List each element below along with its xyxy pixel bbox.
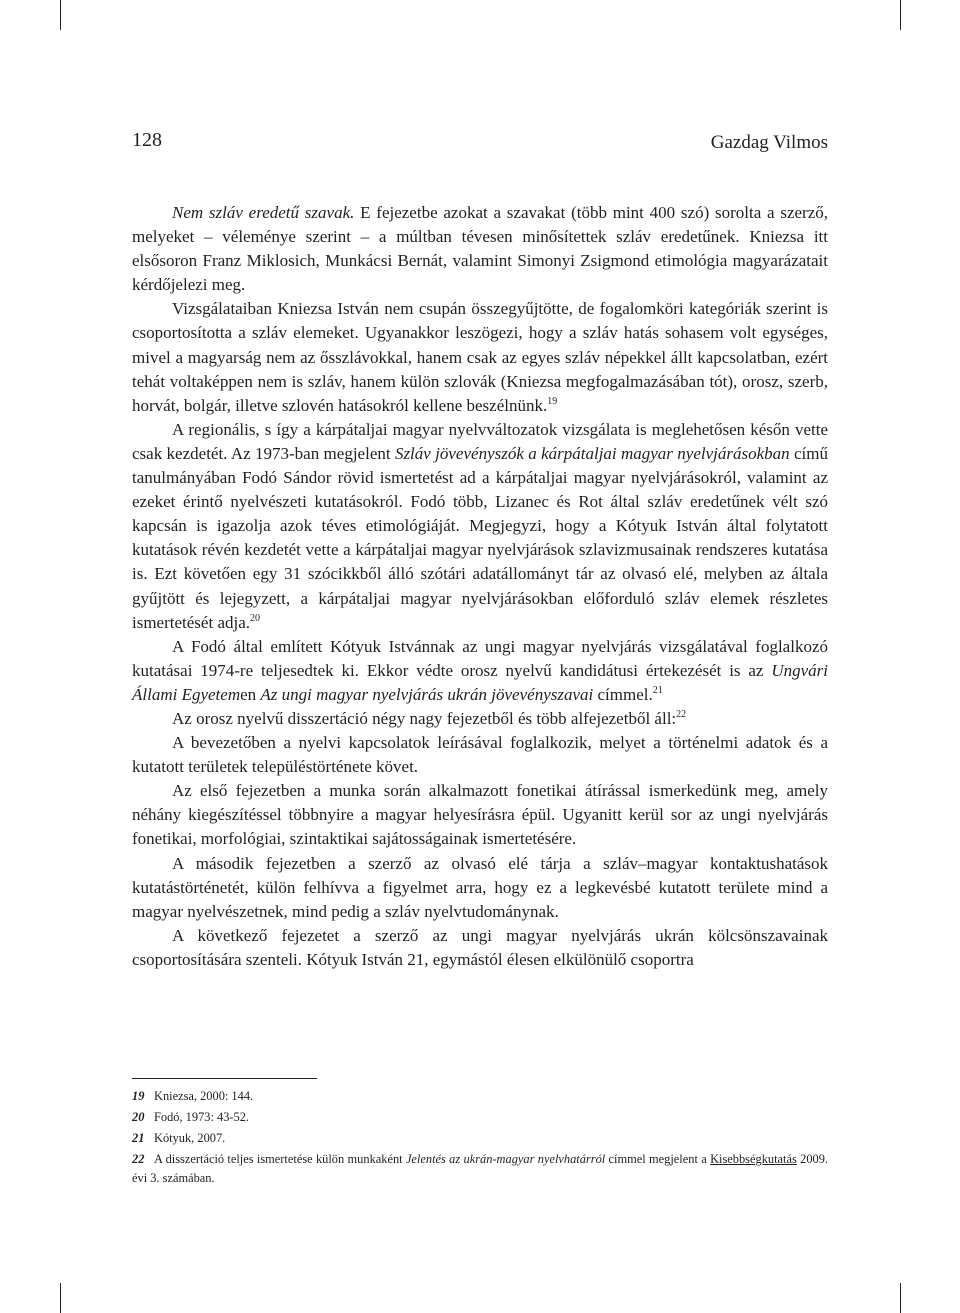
cited-title: Szláv jövevényszók a kárpátaljai magyar nyelvjárásokban bbox=[394, 443, 790, 463]
footnote-number: 19 bbox=[132, 1089, 145, 1103]
paragraph: A következő fejezetet a szerző az ungi magyar nyelvjárás ukrán kölcsönszavainak csoportosítására szenteli. Kótyuk István 21, egymástól élesen elkülönülő csoportra bbox=[132, 925, 828, 969]
section-lead: Nem szláv eredetű szavak. bbox=[172, 203, 355, 222]
footnotes bbox=[132, 1087, 828, 1188]
paragraph: A bevezetőben a nyelvi kapcsolatok leírásával foglalkozik, melyet a történelmi adatok és a kutatott területek településtörténete követ. bbox=[132, 733, 828, 777]
paragraph: Az első fejezetben a munka során alkalmazott fonetikai átírással ismerkedünk meg, amely néhány kiegészítéssel többnyire a magyar helyesírásra épül. Ugyanitt kerül sor az ungi nyelvjárás fonetikai, morfológiai, szintaktikai sajátosságainak ismertetésére. bbox=[132, 781, 828, 849]
paragraph: Az orosz nyelvű disszertáció négy nagy fejezetből és több alfejezetből áll:$^{22}$ bbox=[172, 708, 687, 728]
footnote-ref: 20 bbox=[250, 612, 261, 624]
paragraph: Vizsgálataiban Kniezsa István nem csupán összegyűjtötte, de fogalomköri kategóriák szerint is csoportosította a szláv elemeket. Ugyanakkor leszögezi, hogy a szláv hatás sohasem volt egységes, mivel a magyarság nem az ősszlávokkal, hanem csak az egyes szláv népekkel állt kapcsolatban, ezért tehát voltaképpen nem is szláv, hanem külön szlovák (Kniezsa megfogalmazásában tót), orosz, szerb, horvát, bolgár, illetve szlovén hatásokról kellene beszélnünk.$^{19}$ bbox=[132, 299, 828, 415]
footnote-ref: 21 bbox=[652, 684, 663, 696]
footnote: 21 Kótyuk, 2007. bbox=[132, 1129, 828, 1148]
footnote-separator bbox=[132, 1078, 317, 1079]
cited-title: Az ungi magyar nyelvjárás ukrán jövevényszavai bbox=[260, 684, 594, 704]
crop-mark bbox=[900, 0, 901, 30]
footnote: 22 A disszertáció teljes ismertetése külön munkaként Jelentés az ukrán-magyar nyelvhatárról címmel megjelent a Kisebbségkutatás 2009. évi 3. számában. bbox=[132, 1152, 829, 1185]
running-head-author: Gazdag Vilmos bbox=[710, 132, 828, 153]
body-text bbox=[132, 201, 828, 972]
paragraph: A Fodó által említett Kótyuk Istvánnak az ungi magyar nyelvjárás vizsgálatával foglalkozó kutatásai 1974-re teljesedtek ki. Ekkor védte orosz nyelvű kandidátusi értekezését is az Ungvári Állami Egyetemen Az ungi magyar nyelvjárás ukrán jövevényszavai címmel.$^{21}$ bbox=[132, 636, 828, 704]
page-number: 128 bbox=[132, 129, 162, 151]
footnote-ref: 22 bbox=[676, 708, 687, 720]
footnote-number: 20 bbox=[132, 1110, 145, 1124]
crop-mark bbox=[60, 1283, 61, 1313]
journal-name: Kisebbségkutatás bbox=[710, 1152, 797, 1166]
footnote: 19 Kniezsa, 2000: 144. bbox=[132, 1087, 828, 1106]
paragraph: Nem szláv eredetű szavak. E fejezetbe azokat a szavakat (több mint 400 szó) sorolta a szerző, melyeket – véleménye szerint – a múltban tévesen minősítettek szláv eredetűnek. Kniezsa itt elsősoron Franz Miklosich, Munkácsi Bernát, valamint Simonyi Zsigmond etimológia magyarázatait kérdőjelezi meg. bbox=[132, 203, 829, 295]
footnote: 20 Fodó, 1973: 43-52. bbox=[132, 1108, 828, 1127]
institution-name: Ungvári Állami Egyetem bbox=[132, 660, 828, 704]
running-head bbox=[132, 129, 828, 159]
paragraph: A második fejezetben a szerző az olvasó elé tárja a szláv–magyar kontaktushatások kutatástörténetét, külön felhívva a figyelmet arra, hogy ez a legkevésbé kutatott területe mind a magyar nyelvészetnek, mind pedig a szláv nyelvtudománynak. bbox=[132, 853, 828, 921]
paragraph: A regionális, s így a kárpátaljai magyar nyelvváltozatok vizsgálata is meglehetősen későn vette csak kezdetét. Az 1973-ban megjelent Szláv jövevényszók a kárpátaljai magyar nyelvjárásokban című tanulmányában Fodó Sándor rövid ismertetést ad a kárpátaljai magyar nyelvjárásokról, valamint az ezeket érintő nyelvészeti kutatásokról. Fodó több, Lizanec és Rot által szláv eredetűnek vélt szó kapcsán is igazolja azok téves etimológiáját. Megjegyzi, hogy a Kótyuk István által folytatott kutatások révén kezdetét vette a kárpátaljai magyar nyelvjárások szlavizmusainak rendszeres kutatása is. Ezt követően egy 31 szócikkből álló szótári adatállományt tár az olvasó elé, melyben az általa gyűjtött és lejegyzett, a kárpátaljai magyar nyelvjárásokban előforduló szláv elemek részletes ismertetését adja.$^{20}$ bbox=[132, 419, 828, 632]
crop-mark bbox=[60, 0, 61, 30]
footnote-ref: 19 bbox=[547, 395, 558, 407]
footnote-number: 22 bbox=[132, 1152, 145, 1166]
crop-mark bbox=[900, 1283, 901, 1313]
cited-title: Jelentés az ukrán-magyar nyelvhatárról bbox=[405, 1152, 606, 1166]
footnote-number: 21 bbox=[132, 1131, 145, 1145]
